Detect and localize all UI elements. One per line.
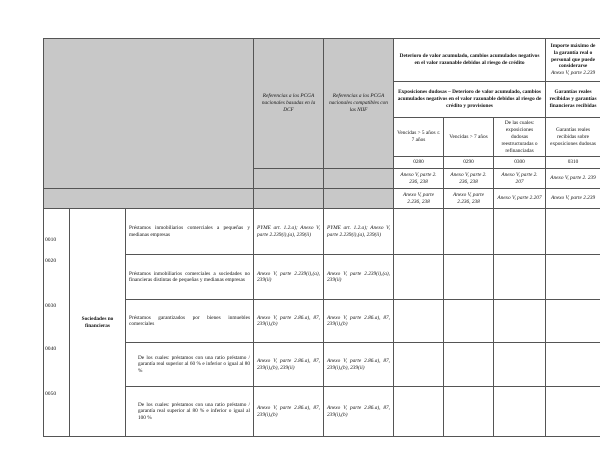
data-cell[interactable] bbox=[546, 300, 600, 343]
header-garantias-sobre: Garantías reales recibidas sobre exposiciones dudosas bbox=[546, 118, 600, 157]
column-code: 0290 bbox=[444, 157, 494, 169]
header-garantias: Garantías reales recibidas y garantías financieras recibidas bbox=[546, 82, 600, 118]
header-blank-cell bbox=[324, 169, 394, 189]
header-blank-cell bbox=[324, 189, 394, 209]
row-ref-dcf: Anexo V, parte 2.86.a), 87, 239(i),(b), 239(ii) bbox=[254, 343, 324, 387]
data-cell[interactable] bbox=[546, 343, 600, 387]
data-cell[interactable] bbox=[394, 255, 444, 300]
row-code: 0030 bbox=[45, 303, 57, 309]
data-cell[interactable] bbox=[444, 255, 494, 300]
column-code: 0300 bbox=[494, 157, 546, 169]
header-deterioro: Deterioro de valor acumulado, cambios acumulados negativos en el valor razonable debidos al riesgo de crédito bbox=[394, 39, 546, 82]
column-code: 0280 bbox=[394, 157, 444, 169]
row-ref-niif: PYME art. 1.2.a); Anexo V, parte 2.239(i),(a), 239(ii) bbox=[324, 209, 394, 255]
row-label: Préstamos garantizados por bienes inmuebles comerciales bbox=[126, 300, 254, 343]
row-ref-niif: Anexo V, parte 2.86.a), 87, 239(i),(b) bbox=[324, 387, 394, 437]
header-blank-cell bbox=[44, 189, 254, 209]
data-cell[interactable] bbox=[494, 300, 546, 343]
header-ref-dcf: Referencias a los PCGA nacionales basadas en la DCF bbox=[254, 39, 324, 169]
section-label: Sociedades no financieras bbox=[70, 209, 126, 437]
column-code: 0310 bbox=[546, 157, 600, 169]
data-cell[interactable] bbox=[546, 387, 600, 437]
row-ref-niif: Anexo V, parte 2.86.a), 87, 239(i),(b) bbox=[324, 300, 394, 343]
row-label: De los cuales: préstamos con una ratio préstamo / garantía real superior al 60 % e inferior o igual al 80 % bbox=[126, 343, 254, 387]
data-cell[interactable] bbox=[394, 343, 444, 387]
header-de-las-cuales: De las cuales: exposiciones dudosas reestructuradas o refinanciadas bbox=[494, 118, 546, 157]
row-code: 0050 bbox=[45, 391, 57, 397]
column-reference: Anexo V, parte 2. 239 bbox=[546, 169, 600, 189]
row-ref-dcf: PYME art. 1.2.a); Anexo V, parte 2.239(i),(a), 239(ii) bbox=[254, 209, 324, 255]
column-reference: Anexo V, parte 2.236, 238 bbox=[394, 189, 444, 209]
data-cell[interactable] bbox=[494, 209, 546, 255]
row-label: Préstamos inmobiliarios comerciales a pequeñas y medianas empresas bbox=[126, 209, 254, 255]
data-cell[interactable] bbox=[494, 387, 546, 437]
row-code: 0020 bbox=[45, 258, 57, 264]
column-reference: Anexo V, parte 2. 207 bbox=[494, 169, 546, 189]
header-importe-maximo-ref: Anexo V, parte 2.239 bbox=[550, 70, 596, 77]
data-cell[interactable] bbox=[444, 387, 494, 437]
header-importe-maximo bbox=[546, 39, 600, 82]
header-blank bbox=[44, 39, 254, 189]
data-cell[interactable] bbox=[394, 300, 444, 343]
column-reference: Anexo V, parte 2. 236, 238 bbox=[394, 169, 444, 189]
header-vencidas-7: Vencidas > 7 años bbox=[444, 118, 494, 157]
row-ref-niif: Anexo V, parte 2.86.a), 87, 239(i),(b), 239(ii) bbox=[324, 343, 394, 387]
data-cell[interactable] bbox=[444, 300, 494, 343]
row-ref-niif: Anexo V, parte 2.239(i),(a), 239(ii) bbox=[324, 255, 394, 300]
data-cell[interactable] bbox=[494, 343, 546, 387]
row-code-spacer bbox=[44, 209, 70, 437]
header-blank-cell bbox=[254, 189, 324, 209]
report-table bbox=[43, 38, 600, 437]
row-label: De los cuales: préstamos con una ratio préstamo / garantía real superior al 80 % e inferior o igual al 100 % bbox=[126, 387, 254, 437]
data-cell[interactable] bbox=[444, 209, 494, 255]
data-cell[interactable] bbox=[394, 387, 444, 437]
row-code: 0010 bbox=[45, 237, 57, 243]
data-cell[interactable] bbox=[546, 209, 600, 255]
header-importe-maximo-title: Importe máximo de la garantía real o personal que puede considerarse bbox=[550, 42, 596, 70]
row-ref-dcf: Anexo V, parte 2.86.a), 87, 239(i),(b) bbox=[254, 387, 324, 437]
data-cell[interactable] bbox=[444, 343, 494, 387]
header-ref-niif: Referencias a los PCGA nacionales compatibles con las NIIF bbox=[324, 39, 394, 169]
column-reference: Anexo V, parte 2.236, 238 bbox=[444, 189, 494, 209]
data-cell[interactable] bbox=[394, 209, 444, 255]
data-cell[interactable] bbox=[494, 255, 546, 300]
header-blank-cell bbox=[254, 169, 324, 189]
row-code: 0040 bbox=[45, 346, 57, 352]
row-ref-dcf: Anexo V, parte 2.239(i),(a), 239(ii) bbox=[254, 255, 324, 300]
header-vencidas-5-7: Vencidas > 5 años ≤ 7 años bbox=[394, 118, 444, 157]
header-exposiciones-dudosas: Exposiciones dudosas – Deterioro de valor acumulado, cambios acumulados negativos en el valor razonable debidos al riesgo de crédito y provisiones bbox=[394, 82, 546, 118]
column-reference: Anexo V, parte 2. 236, 238 bbox=[444, 169, 494, 189]
column-reference: Anexo V, parte 2.207 bbox=[494, 189, 546, 209]
row-label: Préstamos inmobiliarios comerciales a sociedades no financieras distintas de pequeñas y medianas empresas bbox=[126, 255, 254, 300]
column-reference: Anexo V, parte 2.239 bbox=[546, 189, 600, 209]
row-ref-dcf: Anexo V, parte 2.86.a), 87, 239(i),(b) bbox=[254, 300, 324, 343]
data-cell[interactable] bbox=[546, 255, 600, 300]
